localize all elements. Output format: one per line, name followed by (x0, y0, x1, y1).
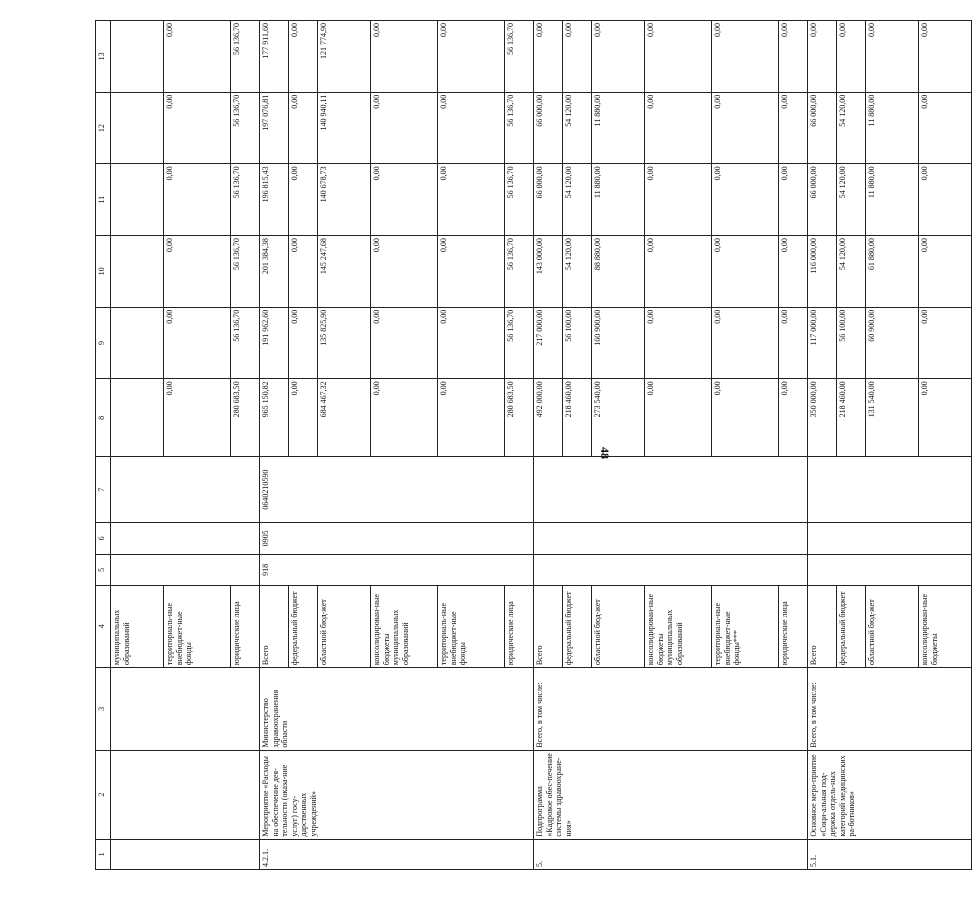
funding-source-label: консолидирован-ные бюджеты муниципальных образований (372, 593, 410, 666)
amount-cell: 0,00 (712, 92, 779, 164)
funding-source-label: областной бюд-жет (593, 599, 602, 666)
column-header: 6 (96, 522, 111, 555)
amount-cell: 143 000,00 (534, 236, 563, 308)
column-header: 10 (96, 236, 111, 308)
grbs-code-cell (534, 555, 808, 585)
item-number-cell: 5. (534, 839, 808, 869)
amount-cell: 0,00 (164, 379, 231, 457)
amount-cell: 160 900,00 (592, 307, 645, 379)
amount-cell: 66 000,00 (534, 92, 563, 164)
amount-cell (111, 21, 164, 93)
funding-source-label: Всего (261, 645, 270, 666)
amount-cell: 60 900,00 (866, 307, 919, 379)
executor-cell: Министерство здравоохранения области (260, 668, 534, 751)
amount-cell: 218 460,00 (563, 379, 592, 457)
funding-source-label: консолидирован-ные бюджеты муниципальных образований (646, 593, 684, 666)
funding-source-label: федеральный бюджет (838, 591, 847, 666)
column-header: 11 (96, 164, 111, 236)
amount-cell: 66 000,00 (808, 92, 837, 164)
amount-cell: 61 880,00 (866, 236, 919, 308)
amount-cell: 492 000,00 (534, 379, 563, 457)
amount-cell: 145 247,68 (318, 236, 371, 308)
amount-cell: 56 100,00 (563, 307, 592, 379)
grbs-code-cell (808, 555, 972, 585)
amount-cell: 56 136,70 (231, 307, 260, 379)
funding-source-cell (592, 585, 645, 668)
table-body (111, 21, 972, 870)
amount-cell: 0,00 (371, 236, 438, 308)
amount-cell: 56 136,70 (505, 307, 534, 379)
amount-cell: 0,00 (866, 21, 919, 93)
grbs-code-cell: 918 (260, 555, 534, 585)
amount-cell: 177 911,60 (260, 21, 289, 93)
funding-source-label: федеральный бюджет (290, 591, 299, 666)
amount-cell: 56 136,70 (505, 164, 534, 236)
amount-cell: 0,00 (438, 164, 505, 236)
amount-cell: 56 136,70 (505, 21, 534, 93)
item-number-cell: 4.2.1. (260, 839, 534, 869)
amount-cell: 0,00 (779, 21, 808, 93)
funding-source-cell (919, 585, 972, 668)
amount-cell: 56 136,70 (231, 236, 260, 308)
amount-cell: 121 774,90 (318, 21, 371, 93)
amount-cell: 0,00 (592, 21, 645, 93)
funding-source-label: Всего (809, 645, 818, 666)
amount-cell: 0,00 (645, 21, 712, 93)
section-code-cell (534, 522, 808, 555)
amount-cell: 56 136,70 (505, 92, 534, 164)
amount-cell: 201 384,38 (260, 236, 289, 308)
amount-cell: 0,00 (919, 164, 972, 236)
funding-source-cell (164, 585, 231, 668)
amount-cell: 0,00 (289, 92, 318, 164)
amount-cell: 0,00 (563, 21, 592, 93)
amount-cell: 0,00 (438, 236, 505, 308)
amount-cell: 191 962,60 (260, 307, 289, 379)
column-header: 8 (96, 379, 111, 457)
amount-cell: 965 150,82 (260, 379, 289, 457)
column-header: 13 (96, 21, 111, 93)
item-name-cell: Подпрограмма «Кадровое обес-печение системы здравоохране-ния» (534, 750, 808, 839)
funding-source-label: Всего (535, 645, 544, 666)
section-code-cell (808, 522, 972, 555)
amount-cell: 0,00 (534, 21, 563, 93)
amount-cell: 280 683,50 (505, 379, 534, 457)
amount-cell: 0,00 (808, 21, 837, 93)
amount-cell: 0,00 (712, 164, 779, 236)
amount-cell: 54 120,00 (837, 236, 866, 308)
amount-cell: 0,00 (712, 236, 779, 308)
amount-cell: 0,00 (438, 379, 505, 457)
amount-cell: 0,00 (289, 164, 318, 236)
amount-cell: 0,00 (712, 21, 779, 93)
executor-cell (111, 668, 260, 751)
amount-cell: 54 120,00 (563, 236, 592, 308)
amount-cell: 0,00 (919, 21, 972, 93)
amount-cell: 0,00 (371, 164, 438, 236)
amount-cell: 116 000,00 (808, 236, 837, 308)
table-row (260, 21, 289, 870)
amount-cell: 0,00 (164, 21, 231, 93)
funding-source-label: юридические лица (780, 601, 789, 666)
amount-cell: 196 815,43 (260, 164, 289, 236)
grbs-code-cell (111, 555, 260, 585)
budget-table (95, 20, 972, 870)
funding-source-cell (712, 585, 779, 668)
amount-cell (111, 236, 164, 308)
page-number: 48 (598, 447, 612, 459)
amount-cell: 0,00 (779, 92, 808, 164)
funding-source-label: юридические лица (506, 601, 515, 666)
target-article-cell (808, 457, 972, 522)
amount-cell: 0,00 (919, 92, 972, 164)
funding-source-label: федеральный бюджет (564, 591, 573, 666)
column-header: 2 (96, 750, 111, 839)
funding-source-cell (808, 585, 837, 668)
amount-cell: 0,00 (645, 379, 712, 457)
amount-cell: 0,00 (371, 379, 438, 457)
amount-cell: 54 120,00 (837, 92, 866, 164)
funding-source-cell (111, 585, 164, 668)
amount-cell: 0,00 (712, 307, 779, 379)
amount-cell: 0,00 (779, 236, 808, 308)
funding-source-cell (866, 585, 919, 668)
funding-source-cell (260, 585, 289, 668)
funding-source-cell (837, 585, 866, 668)
amount-cell: 66 000,00 (534, 164, 563, 236)
funding-source-cell (505, 585, 534, 668)
amount-cell: 0,00 (371, 21, 438, 93)
column-header: 9 (96, 307, 111, 379)
funding-source-cell (645, 585, 712, 668)
amount-cell: 0,00 (438, 21, 505, 93)
funding-source-label: областной бюд-жет (319, 599, 328, 666)
amount-cell: 350 000,00 (808, 379, 837, 457)
amount-cell: 0,00 (645, 164, 712, 236)
funding-source-label: территориаль-ные внебюджет-ные фонды*** (713, 602, 742, 666)
target-article-cell (111, 457, 260, 522)
amount-cell: 218 460,00 (837, 379, 866, 457)
amount-cell: 0,00 (919, 307, 972, 379)
amount-cell: 0,00 (289, 236, 318, 308)
amount-cell: 273 540,00 (592, 379, 645, 457)
column-header: 3 (96, 668, 111, 751)
executor-cell: Всего, в том числе: (808, 668, 972, 751)
amount-cell: 0,00 (919, 379, 972, 457)
item-name-cell: Мероприятие «Расходы на обеспечение дея-тельности (оказа-ние услуг) госу-дарственных учреждений» (260, 750, 534, 839)
amount-cell: 56 136,70 (231, 164, 260, 236)
funding-source-cell (563, 585, 592, 668)
funding-source-label: территориаль-ные внебюджет-ные фонды (439, 602, 468, 666)
amount-cell: 0,00 (164, 164, 231, 236)
column-header: 5 (96, 555, 111, 585)
amount-cell: 0,00 (712, 379, 779, 457)
funding-source-cell (438, 585, 505, 668)
table-row (111, 21, 164, 870)
executor-cell: Всего, в том числе: (534, 668, 808, 751)
amount-cell (111, 379, 164, 457)
amount-cell: 0,00 (164, 307, 231, 379)
amount-cell: 0,00 (779, 307, 808, 379)
column-header: 12 (96, 92, 111, 164)
amount-cell: 197 076,81 (260, 92, 289, 164)
funding-source-cell (318, 585, 371, 668)
amount-cell: 0,00 (779, 379, 808, 457)
amount-cell: 684 467,32 (318, 379, 371, 457)
funding-source-label: областной бюд-жет (867, 599, 876, 666)
amount-cell (111, 164, 164, 236)
amount-cell: 56 136,70 (231, 92, 260, 164)
amount-cell: 0,00 (438, 307, 505, 379)
amount-cell: 0,00 (645, 236, 712, 308)
funding-source-label: консолидирован-ные бюджеты (920, 593, 939, 666)
table-row (808, 21, 837, 870)
amount-cell (111, 307, 164, 379)
amount-cell: 0,00 (164, 92, 231, 164)
amount-cell: 0,00 (289, 21, 318, 93)
item-name-cell (111, 750, 260, 839)
funding-source-label: территориаль-ные внебюджет-ные фонды (165, 602, 194, 666)
amount-cell: 56 136,70 (231, 21, 260, 93)
amount-cell: 140 678,73 (318, 164, 371, 236)
amount-cell: 0,00 (371, 307, 438, 379)
target-article-cell: 0640210590 (260, 457, 534, 522)
funding-source-cell (534, 585, 563, 668)
amount-cell: 54 120,00 (563, 92, 592, 164)
amount-cell: 0,00 (371, 92, 438, 164)
funding-source-cell (231, 585, 260, 668)
funding-source-cell (289, 585, 318, 668)
column-number-row (96, 21, 111, 870)
amount-cell: 0,00 (919, 236, 972, 308)
amount-cell: 0,00 (645, 307, 712, 379)
funding-source-label: юридические лица (232, 601, 241, 666)
amount-cell: 135 825,90 (318, 307, 371, 379)
amount-cell: 56 136,70 (505, 236, 534, 308)
section-code-cell: 0905 (260, 522, 534, 555)
amount-cell: 131 540,00 (866, 379, 919, 457)
amount-cell: 0,00 (164, 236, 231, 308)
amount-cell: 117 000,00 (808, 307, 837, 379)
amount-cell: 0,00 (438, 92, 505, 164)
amount-cell: 88 880,00 (592, 236, 645, 308)
section-code-cell (111, 522, 260, 555)
amount-cell: 140 940,11 (318, 92, 371, 164)
amount-cell: 217 000,00 (534, 307, 563, 379)
table-row (534, 21, 563, 870)
funding-source-label: муниципальных образований (112, 609, 131, 666)
amount-cell: 11 880,00 (866, 92, 919, 164)
amount-cell: 280 683,50 (231, 379, 260, 457)
item-name-cell: Основное меро-приятие «Соци-альная под-держка отдель-ных категорий медицинских ра-ботников» (808, 750, 972, 839)
amount-cell: 0,00 (837, 21, 866, 93)
item-number-cell: 5.1. (808, 839, 972, 869)
amount-cell: 0,00 (289, 379, 318, 457)
amount-cell: 0,00 (645, 92, 712, 164)
amount-cell: 54 120,00 (837, 164, 866, 236)
amount-cell: 11 880,00 (866, 164, 919, 236)
amount-cell (111, 92, 164, 164)
amount-cell: 0,00 (289, 307, 318, 379)
amount-cell: 0,00 (779, 164, 808, 236)
funding-source-cell (779, 585, 808, 668)
amount-cell: 54 120,00 (563, 164, 592, 236)
amount-cell: 56 100,00 (837, 307, 866, 379)
target-article-cell (534, 457, 808, 522)
funding-source-cell (371, 585, 438, 668)
column-header: 4 (96, 585, 111, 668)
column-header: 1 (96, 839, 111, 869)
column-header: 7 (96, 457, 111, 522)
amount-cell: 66 000,00 (808, 164, 837, 236)
amount-cell: 11 880,00 (592, 164, 645, 236)
item-number-cell (111, 839, 260, 869)
amount-cell: 11 880,00 (592, 92, 645, 164)
